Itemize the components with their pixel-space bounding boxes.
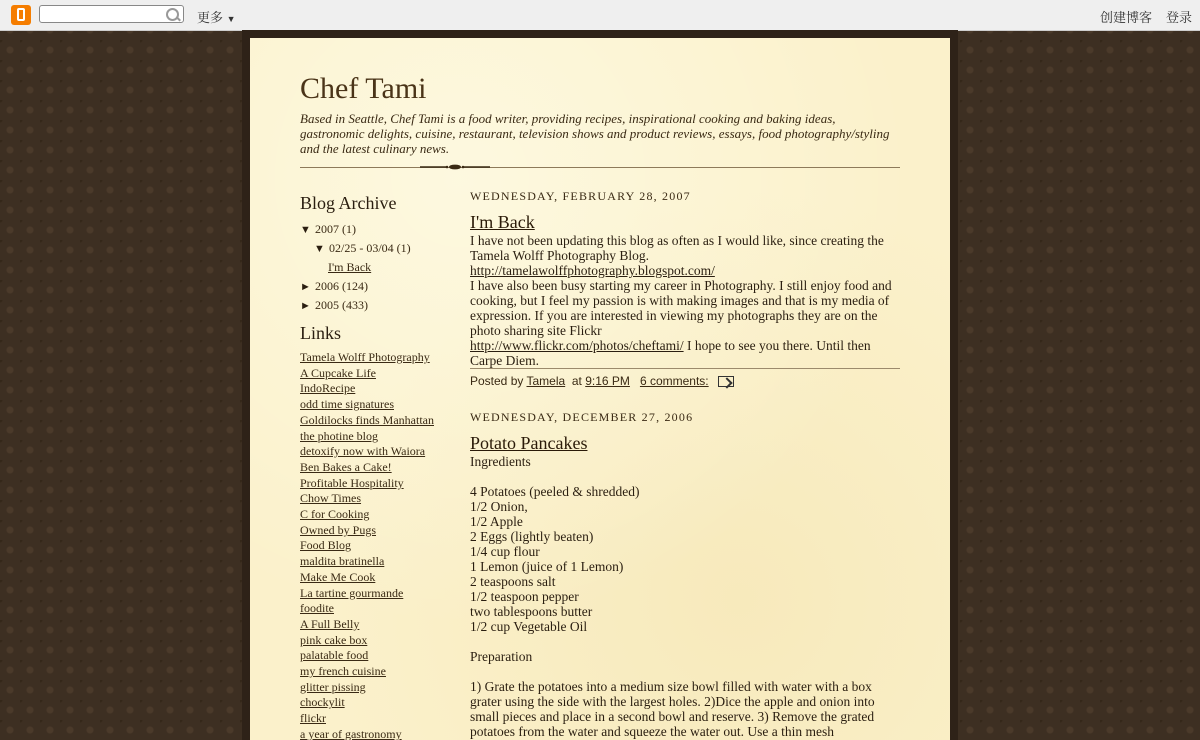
archive-link[interactable]: I'm Back [328,260,372,274]
flickr-link[interactable]: http://www.flickr.com/photos/cheftami/ [470,338,684,353]
link-item [300,491,460,507]
archive-count: (1) [396,241,411,255]
post-line: 1/2 Onion, [470,499,528,514]
archive-count: (433) [342,298,368,312]
link-item [300,601,460,617]
sidebar-link[interactable]: Tamela Wolff Photography [300,350,430,364]
post-line: 1/2 cup Vegetable Oil [470,619,588,634]
link-item [300,366,460,382]
posted-by-label: Posted by [470,374,524,388]
link-item [300,429,460,445]
post-paragraph: I hope to see you there. Until then Carpe Diem. [470,338,871,368]
post-line: 4 Potatoes (peeled & shredded) [470,484,640,499]
sidebar-link[interactable]: Goldilocks finds Manhattan [300,412,434,427]
sidebar-link[interactable]: maldita bratinella [300,554,385,569]
link-item [300,711,460,727]
sidebar-link[interactable]: Profitable Hospitality [300,475,404,490]
link-item [300,727,460,740]
post-line: Ingredients [470,454,531,469]
blog-title[interactable]: Chef Tami [300,72,427,105]
blog-description: Based in Seattle, Chef Tami is a food writer, providing recipes, inspirational cooking and baking ideas, gastronomic delights, cuisine, restaurant, television shows and product reviews, essays, food photography/styling and the latest culinary news. [300,111,890,156]
sidebar-link[interactable]: A Full Belly [300,616,360,631]
header-divider [300,167,900,168]
link-item [300,664,460,680]
sidebar-link[interactable]: the photine blog [300,428,378,443]
navbar [0,0,1200,31]
archive-count: (1) [342,222,356,236]
link-item [300,507,460,523]
post-title [470,432,900,454]
search-input[interactable] [39,5,184,23]
sidebar-link[interactable]: foodite [300,601,334,616]
post-title [470,211,900,233]
expand-right-icon[interactable]: ► [300,300,311,312]
blog-archive-heading: Blog Archive [300,193,397,213]
blog-archive [300,220,460,315]
at-label: at [571,374,582,388]
sidebar-link[interactable]: odd time signatures [300,397,394,412]
post-paragraph: I have also been busy starting my career in Photography. I still enjoy food and cooking, but I feel my passion is with making images and that is my media of expression. If you are interested in viewing my photographs they are on the photo sharing site Flickr [470,278,892,338]
links-list [300,350,460,740]
search-icon[interactable] [166,8,179,21]
archive-item[interactable] [300,277,460,296]
link-item [300,695,460,711]
sidebar-link[interactable]: flickr [300,711,326,726]
post-line [470,634,900,649]
post-line [470,664,900,679]
archive-item[interactable] [300,258,460,277]
login-link[interactable]: 登录 [1166,10,1193,25]
blogger-logo-icon[interactable] [11,5,31,25]
more-menu-label: 更多 [197,10,224,25]
archive-item[interactable] [300,239,460,258]
post-footer [470,368,900,388]
sidebar-link[interactable]: pink cake box [300,632,368,647]
post-line: 1 Lemon (juice of 1 Lemon) [470,559,624,574]
link-item [300,586,460,602]
links-heading: Links [300,323,342,343]
sidebar [300,193,460,740]
archive-link[interactable]: 02/25 - 03/04 [329,241,394,255]
link-item [300,523,460,539]
post-line: 1/2 Apple [470,514,523,529]
more-menu-button[interactable] [197,7,236,26]
post [470,189,900,388]
email-post-icon[interactable] [718,376,734,387]
sidebar-link[interactable]: a year of gastronomy [300,726,402,740]
post-line: 1) Grate the potatoes into a medium size bowl filled with water with a box grater using the side with the largest holes. 2)Dice the apple and onion into small pieces and place in a second bowl and reserve. 3) Remove the grated potatoes from the water and squeeze the water out. Use a thin mesh [470,679,875,739]
comments-link[interactable]: 6 comments: [639,374,709,388]
sidebar-link[interactable]: A Cupcake Life [300,365,376,380]
sidebar-link[interactable]: my french cuisine [300,664,386,679]
post-paragraph: I have not been updating this blog as often as I would like, since creating the Tamela Wolff Photography Blog. [470,233,884,263]
link-item [300,648,460,664]
post-line: 2 Eggs (lightly beaten) [470,529,594,544]
link-item [300,476,460,492]
sidebar-link[interactable]: Chow Times [300,491,362,506]
sidebar-link[interactable]: Food Blog [300,538,352,553]
post-body [470,233,900,368]
link-item [300,538,460,554]
link-item [300,444,460,460]
link-item [300,350,460,366]
link-item [300,554,460,570]
link-item [300,413,460,429]
link-item [300,570,460,586]
blog-content [250,38,950,740]
archive-link[interactable]: 2006 [315,279,339,293]
main-column [470,186,900,739]
link-item [300,381,460,397]
caret-down-icon: ▼ [226,14,236,24]
expand-down-icon[interactable]: ▼ [300,224,311,236]
post-line: 1/2 teaspoon pepper [470,589,579,604]
archive-item[interactable] [300,220,460,239]
sidebar-link[interactable]: Ben Bakes a Cake! [300,459,392,474]
archive-link[interactable]: 2005 [315,298,339,312]
create-blog-link[interactable]: 创建博客 [1100,10,1153,25]
post-body [470,454,900,739]
divider-ornament-icon [420,164,490,170]
sidebar-link[interactable]: Owned by Pugs [300,522,377,537]
sidebar-link[interactable]: Make Me Cook [300,569,376,584]
photography-blog-link[interactable]: http://tamelawolffphotography.blogspot.com/ [470,263,715,278]
archive-link[interactable]: 2007 [315,222,339,236]
sidebar-link[interactable]: La tartine gourmande [300,585,404,600]
archive-item[interactable] [300,296,460,315]
post-line: 1/4 cup flour [470,544,540,559]
post-line: two tablespoons butter [470,604,593,619]
sidebar-link[interactable]: detoxify now with Waiora [300,444,426,459]
archive-count: (124) [342,279,368,293]
sidebar-link[interactable]: glitter pissing [300,679,366,694]
sidebar-link[interactable]: C for Cooking [300,507,370,522]
sidebar-link[interactable]: chockylit [300,695,345,710]
sidebar-link[interactable]: palatable food [300,648,369,663]
post-date: WEDNESDAY, DECEMBER 27, 2006 [470,410,694,424]
author-link[interactable]: Tamela [526,374,566,388]
post [470,410,900,739]
link-item [300,617,460,633]
post-title-link[interactable]: I'm Back [470,212,535,232]
sidebar-link[interactable]: IndoRecipe [300,381,356,396]
link-item [300,397,460,413]
post-title-link[interactable]: Potato Pancakes [470,433,588,453]
post-line: 2 teaspoons salt [470,574,556,589]
expand-right-icon[interactable]: ► [300,281,311,293]
post-time-link[interactable]: 9:16 PM [585,374,630,388]
post-line [470,469,900,484]
link-item [300,680,460,696]
post-date: WEDNESDAY, FEBRUARY 28, 2007 [470,189,691,203]
post-line: Preparation [470,649,533,664]
link-item [300,460,460,476]
expand-down-icon[interactable]: ▼ [314,243,325,255]
link-item [300,633,460,649]
